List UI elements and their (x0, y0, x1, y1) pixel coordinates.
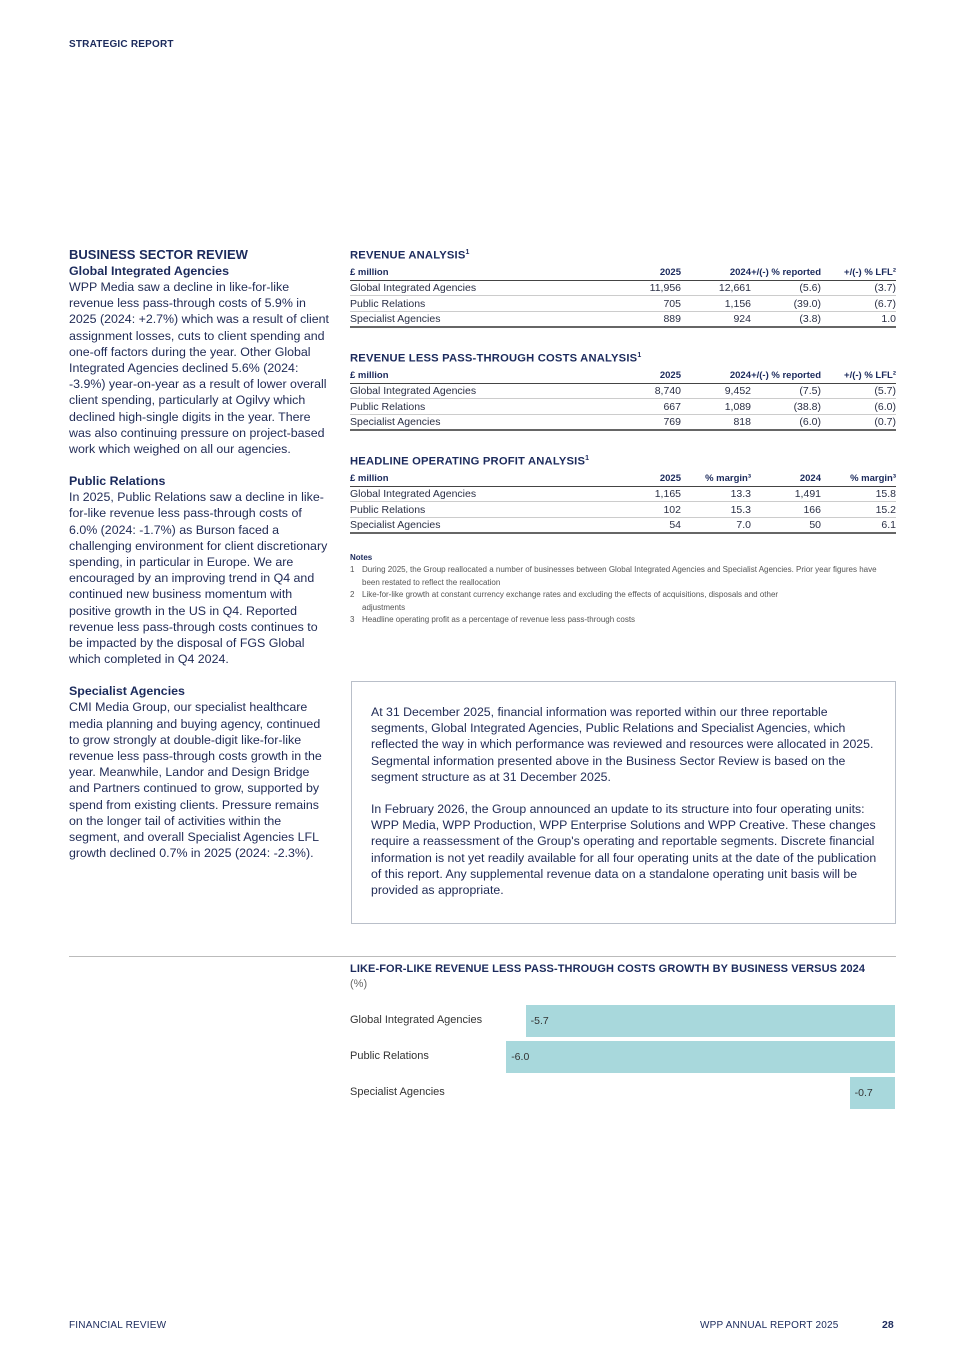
table-cell: 50 (751, 517, 821, 533)
data-table (350, 267, 896, 328)
table-cell: 15.8 (821, 486, 896, 502)
table-cell: Global Integrated Agencies (350, 383, 611, 399)
chart-category-label: Specialist Agencies (350, 1086, 445, 1098)
column-header: 2025 (611, 267, 681, 280)
column-header: % margin³ (821, 473, 896, 486)
note-text: Headline operating profit as a percentage of revenue less pass-through costs (362, 615, 636, 625)
table-header-row (350, 370, 896, 383)
column-header: 2024 (681, 370, 751, 383)
table-header-row (350, 267, 896, 280)
table-cell: (5.7) (821, 383, 896, 399)
table-cell: 1,089 (681, 399, 751, 415)
table-cell: 8,740 (611, 383, 681, 399)
table-row (350, 399, 896, 415)
page-number: 28 (882, 1319, 894, 1331)
box-paragraph: In February 2026, the Group announced an update to its structure into four operating units: WPP Media, WPP Production, WPP Enterprise Solutions and WPP Creative. These changes require a reassessment of the Group's operating and reportable segments. Discrete financial information is not yet readily available for all four operating units at the date of the publication of this report. Any supplemental revenue data on a standalone operating unit basis will be provided as appropriate. (371, 802, 877, 898)
table-cell: (6.0) (751, 414, 821, 430)
column-header: 2025 (611, 473, 681, 486)
table-row (350, 517, 896, 533)
revenue-analysis-table (350, 249, 896, 328)
chart-value-label: -0.7 (854, 1087, 873, 1099)
table-cell: (0.7) (821, 414, 896, 430)
table-cell: Public Relations (350, 296, 611, 312)
note-2 (350, 589, 896, 614)
table-row (350, 383, 896, 399)
table-cell: (6.0) (821, 399, 896, 415)
table-cell: (7.5) (751, 383, 821, 399)
chart-unit: (%) (350, 978, 368, 990)
data-table (350, 473, 896, 534)
column-header: +/(-) % LFL² (821, 267, 896, 280)
column-header: +/(-) % reported (751, 267, 821, 278)
section-header: STRATEGIC REPORT (69, 39, 174, 50)
table-notes (350, 552, 896, 626)
headline-operating-profit-table (350, 455, 896, 534)
table-cell: 11,956 (611, 280, 681, 296)
column-header: 2024 (751, 473, 821, 486)
notes-label: Notes (350, 553, 373, 562)
column-header: % margin³ (681, 473, 751, 486)
chart-category-label: Global Integrated Agencies (350, 1014, 483, 1026)
footer-section: FINANCIAL REVIEW (69, 1320, 167, 1331)
business-sector-review (69, 247, 331, 878)
table-cell: 13.3 (681, 486, 751, 502)
section-text: In 2025, Public Relations saw a decline in like-for-like revenue less pass-through costs of 6.0% (2024: -1.7%) as Burson faced a challenging environment for client discretionary spending, in particular in Europe. We are encouraged by an improving trend in Q4 and continued new business momentum with positive growth in the US in Q4. Reported revenue less pass-through costs continues to be impacted by the disposal of FGS Global which completed in Q4 2024. (69, 490, 328, 667)
note-text: During 2025, the Group reallocated a number of businesses between Global Integrated Agencies and Specialist Agencies. Prior year figures have been restated to reflect the reallocation (362, 565, 877, 587)
table-cell: (38.8) (751, 399, 821, 415)
chart-value-label: -6.0 (511, 1051, 530, 1063)
divider (69, 956, 896, 957)
table-cell: (39.0) (751, 296, 821, 312)
data-table (350, 370, 896, 431)
table-cell: 1,165 (611, 486, 681, 502)
column-header: £ million (350, 473, 611, 486)
note-3 (350, 614, 896, 626)
box-paragraph: At 31 December 2025, financial information was reported within our three reportable segments, Global Integrated Agencies, Public Relations and Specialist Agencies, which reflected the way in which performance was reviewed and resources were allocated in 2025. Segmental information presented above in the Business Sector Review is based on the segment structure as at 31 December 2025. (371, 705, 874, 784)
table-cell: 54 (611, 517, 681, 533)
table-title: REVENUE ANALYSIS$^1$ (350, 249, 470, 262)
section-heading: Specialist Agencies (69, 684, 185, 699)
review-title: BUSINESS SECTOR REVIEW (69, 247, 248, 262)
table-cell: 889 (611, 311, 681, 327)
table-cell: 667 (611, 399, 681, 415)
table-cell: Global Integrated Agencies (350, 280, 611, 296)
table-cell: 7.0 (681, 517, 751, 533)
table-cell: 1,491 (751, 486, 821, 502)
section-heading: Public Relations (69, 474, 166, 489)
table-cell: (3.8) (751, 311, 821, 327)
table-cell: Specialist Agencies (350, 311, 611, 327)
table-row (350, 502, 896, 518)
table-row (350, 414, 896, 430)
table-cell: 6.1 (821, 517, 896, 533)
chart-category-label: Public Relations (350, 1050, 429, 1062)
table-cell: Global Integrated Agencies (350, 486, 611, 502)
note-number: 2 (350, 590, 355, 600)
table-cell: 15.3 (681, 502, 751, 518)
footer-report-title: WPP ANNUAL REPORT 2025 (700, 1320, 839, 1331)
table-cell: (5.6) (751, 280, 821, 296)
table-header-row (350, 473, 896, 486)
table-title: HEADLINE OPERATING PROFIT ANALYSIS$^1$ (350, 455, 590, 468)
section-text: WPP Media saw a decline in like-for-like revenue less pass-through costs of 5.9% in 2025 (2024: +2.7%) which was a result of client assignment losses, cuts to client spending and one-off factors during the year. Other Global Integrated Agencies declined 5.6% (2024: -3.9%) year-on-year as a result of lower overall client spending, particularly at Ogilvy which declined high-single digits in the year. There was also continuing pressure on project-based work which weighed on all our agencies. (69, 280, 330, 457)
table-cell: 12,661 (681, 280, 751, 296)
chart-bar (506, 1041, 895, 1073)
table-cell: Public Relations (350, 399, 611, 415)
table-cell: (3.7) (821, 280, 896, 296)
table-cell: Public Relations (350, 502, 611, 518)
column-header: £ million (350, 267, 611, 280)
column-header: 2025 (611, 370, 681, 383)
note-number: 3 (350, 615, 355, 625)
table-row (350, 486, 896, 502)
note-text: Like-for-like growth at constant currency exchange rates and excluding the effects of acquisitions, disposals and other adjustments (362, 590, 779, 612)
table-cell: 9,452 (681, 383, 751, 399)
note-1 (350, 564, 896, 589)
table-row (350, 311, 896, 327)
section-text: CMI Media Group, our specialist healthcare media planning and buying agency, continued to grow strongly at double-digit like-for-like revenue less pass-through costs growth in the year. Meanwhile, Landor and Design Bridge and Partners continued to grow, supported by spend from existing clients. Pressure remains on the longer tail of activities within the segment, and overall Specialist Agencies LFL growth declined 0.7% in 2025 (2024: -2.3%). (69, 700, 322, 861)
revenue-less-ptc-table (350, 352, 896, 431)
segment-info-box (351, 681, 896, 924)
table-cell: Specialist Agencies (350, 517, 611, 533)
table-row (350, 280, 896, 296)
column-header: +/(-) % LFL² (821, 370, 896, 383)
note-number: 1 (350, 565, 355, 575)
table-row (350, 296, 896, 312)
chart-title: LIKE-FOR-LIKE REVENUE LESS PASS-THROUGH COSTS GROWTH BY BUSINESS VERSUS 2024 (350, 963, 866, 975)
chart-bar (526, 1005, 895, 1037)
column-header: +/(-) % reported (751, 370, 821, 381)
table-title: REVENUE LESS PASS-THROUGH COSTS ANALYSIS$^1$ (350, 352, 642, 365)
table-cell: 1,156 (681, 296, 751, 312)
column-header: 2024 (681, 267, 751, 280)
table-cell: 924 (681, 311, 751, 327)
table-cell: 769 (611, 414, 681, 430)
table-cell: 102 (611, 502, 681, 518)
table-cell: 1.0 (821, 311, 896, 327)
table-cell: 705 (611, 296, 681, 312)
chart-value-label: -5.7 (530, 1015, 549, 1027)
table-cell: 818 (681, 414, 751, 430)
table-cell: (6.7) (821, 296, 896, 312)
section-heading: Global Integrated Agencies (69, 264, 229, 278)
column-header: £ million (350, 370, 611, 383)
table-cell: 166 (751, 502, 821, 518)
table-cell: Specialist Agencies (350, 414, 611, 430)
table-cell: 15.2 (821, 502, 896, 518)
